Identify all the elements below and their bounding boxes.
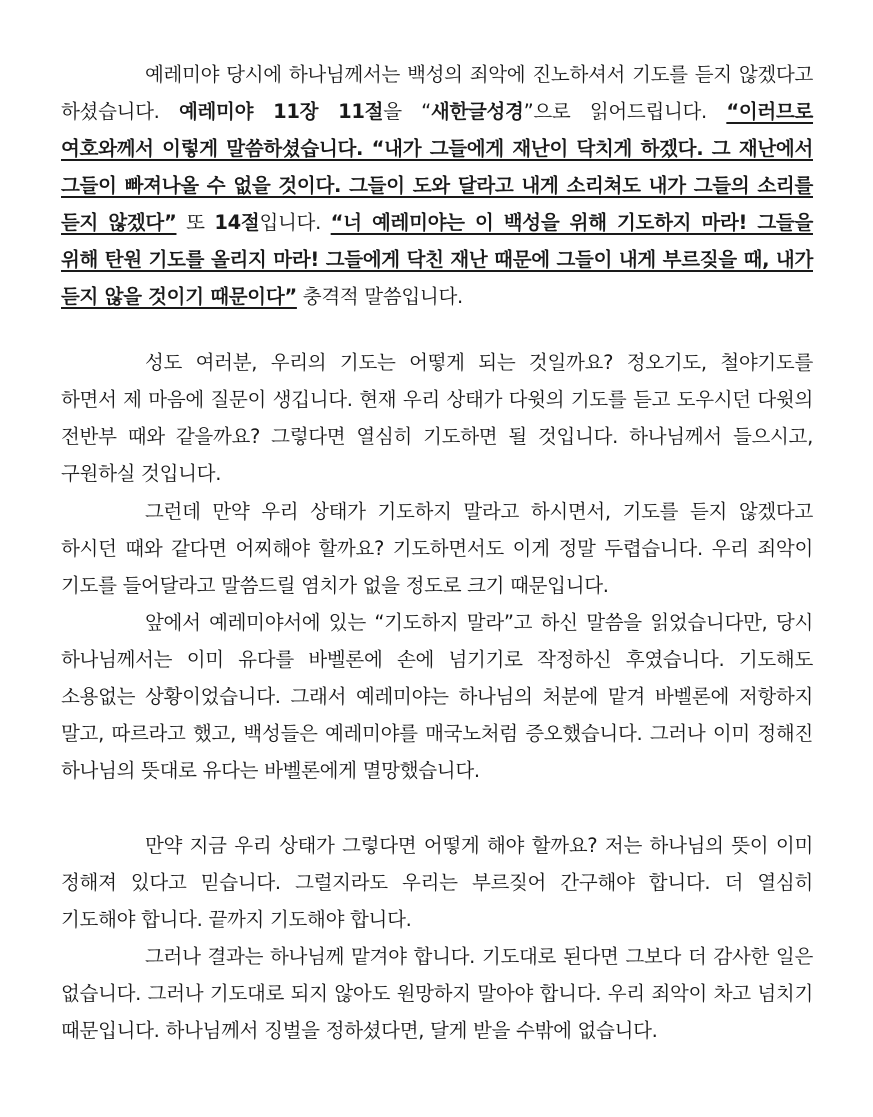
text-segment: 충격적 말씀입니다. [296, 285, 463, 308]
text-segment: 예레미야 당시에 하나님께서는 백성의 죄악에 진노하셔서 기도를 듣지 않겠다고 하셨습니다. [61, 63, 813, 123]
text-segment: 그런데 만약 우리 상태가 기도하지 말라고 하시면서, 기도를 듣지 않겠다고 하시던 때와 같다면 어찌해야 할까요? 기도하면서도 이게 정말 두렵습니다. 우리 죄악이 기도를 들어달라고 말씀드릴 염치가 없을 정도로 크기 때문입니다. [61, 500, 813, 597]
text-segment: 그러나 결과는 하나님께 맡겨야 합니다. 기도대로 된다면 그보다 더 감사한 일은 없습니다. 그러나 기도대로 되지 않아도 원망하지 말아야 합니다. 우리 죄악이 차고 넘치기 때문입니다. 하나님께서 징벌을 정하셨다면, 달게 받을 수밖에 없습니다. [61, 945, 813, 1042]
text-segment: 입니다. [259, 211, 331, 234]
paragraph-4 [61, 604, 813, 789]
paragraph-2 [61, 344, 813, 492]
text-segment: 을 “ [383, 100, 431, 123]
paragraph-1 [61, 56, 813, 315]
paragraph-5 [61, 827, 813, 938]
scripture-reference: 14절 [214, 211, 260, 234]
scripture-reference: 예레미야 11장 11절 [178, 100, 384, 123]
text-segment: 성도 여러분, 우리의 기도는 어떻게 되는 것일까요? 정오기도, 철야기도를 하면서 제 마음에 질문이 생깁니다. 현재 우리 상태가 다윗의 기도를 듣고 도우시던 다윗의 전반부 때와 같을까요? 그렇다면 열심히 기도하면 될 것입니다. 하나님께서 들으시고, 구원하실 것입니다. [61, 351, 813, 485]
text-segment: 또 [176, 211, 215, 234]
scripture-quote: “이러므로 여호와께서 이렇게 말씀하셨습니다. “내가 그들에게 재난이 닥치게 하겠다. 그 재난에서 그들이 빠져나올 수 없을 것이다. 그들이 도와 달라고 내게 소리쳐도 내가 그들의 소리를 듣지 않겠다” [61, 100, 814, 234]
text-segment: ”으로 읽어드립니다. [523, 100, 727, 123]
paragraph-3 [61, 493, 813, 604]
bible-version-name: 새한글성경 [430, 100, 524, 123]
text-segment: 만약 지금 우리 상태가 그렇다면 어떻게 해야 할까요? 저는 하나님의 뜻이 이미 정해져 있다고 믿습니다. 그럴지라도 우리는 부르짖어 간구해야 합니다. 더 열심히 기도해야 합니다. 끝까지 기도해야 합니다. [61, 834, 813, 931]
paragraph-6 [61, 938, 813, 1049]
scripture-quote: “너 예레미야는 이 백성을 위해 기도하지 마라! 그들을 위해 탄원 기도를 올리지 마라! 그들에게 닥친 재난 때문에 그들이 내게 부르짖을 때, 내가 듣지 않을 것이기 때문이다” [61, 211, 813, 308]
text-segment: 앞에서 예레미야서에 있는 “기도하지 말라”고 하신 말씀을 읽었습니다만, 당시 하나님께서는 이미 유다를 바벨론에 손에 넘기기로 작정하신 후였습니다. 기도해도 소용없는 상황이었습니다. 그래서 예레미야는 하나님의 처분에 맡겨 바벨론에 저항하지 말고, 따르라고 했고, 백성들은 예레미야를 매국노처럼 증오했습니다. 그러나 이미 정해진 하나님의 뜻대로 유다는 바벨론에게 멸망했습니다. [61, 611, 813, 782]
